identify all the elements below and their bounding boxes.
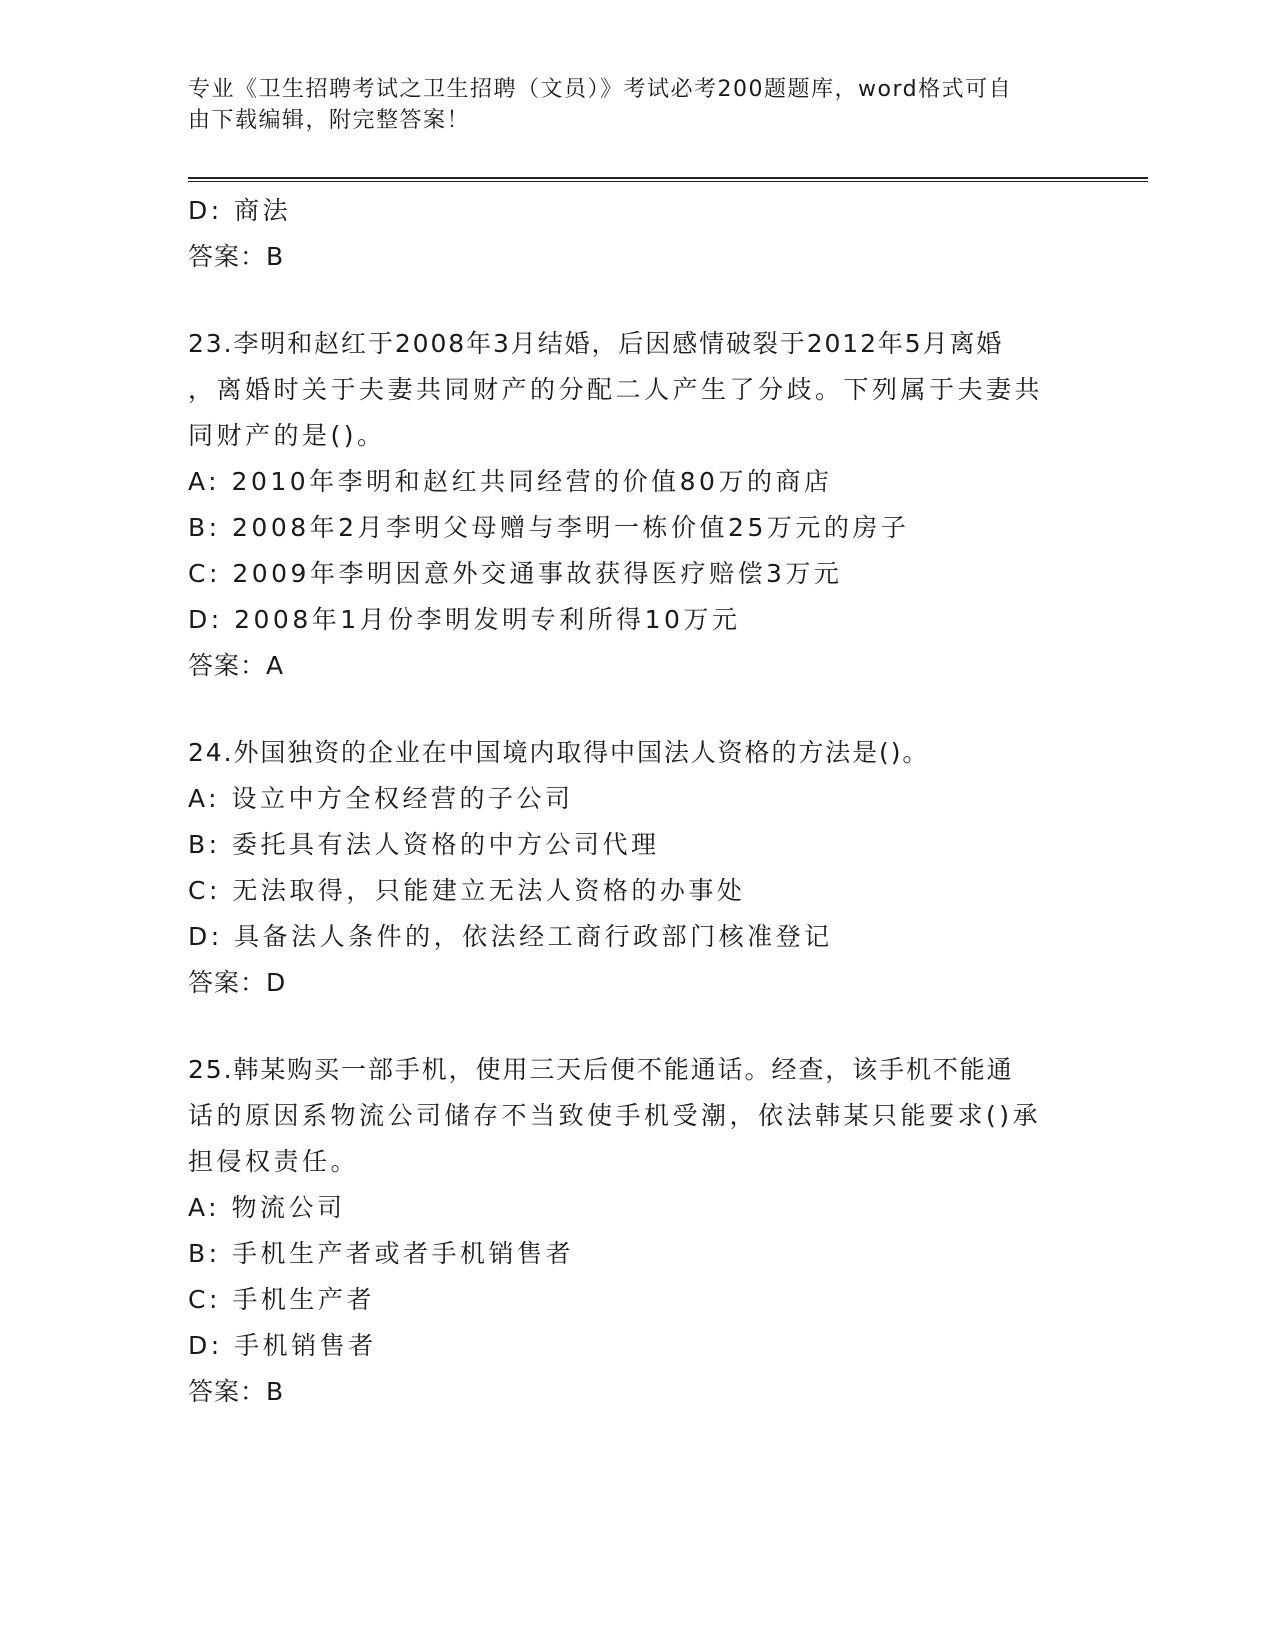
header-line-2: 由下载编辑，附完整答案！ bbox=[188, 108, 471, 133]
option-d: D: 2008年1月份李明发明专利所得10万元 bbox=[188, 605, 741, 634]
question-spacer bbox=[188, 689, 1108, 730]
question-stem bbox=[188, 321, 1108, 459]
option-c: C: 2009年李明因意外交通事故获得医疗赔偿3万元 bbox=[188, 559, 843, 588]
question-stem bbox=[188, 1047, 1108, 1185]
answer-line: 答案：B bbox=[188, 1377, 285, 1406]
document-header bbox=[188, 74, 1088, 136]
option-b: B: 手机生产者或者手机销售者 bbox=[188, 1239, 575, 1268]
header-divider-thick bbox=[188, 177, 1148, 179]
stem-line: 担侵权责任。 bbox=[188, 1147, 360, 1176]
previous-question-tail bbox=[188, 188, 1108, 280]
question-23 bbox=[188, 321, 1108, 689]
header-divider-thin bbox=[188, 181, 1148, 182]
stem-line: 23.李明和赵红于2008年3月结婚，后因感情破裂于2012年5月离婚 bbox=[188, 329, 1004, 358]
option-c: C: 无法取得，只能建立无法人资格的办事处 bbox=[188, 876, 746, 905]
stem-line: ，离婚时关于夫妻共同财产的分配二人产生了分歧。下列属于夫妻共 bbox=[188, 375, 1044, 404]
stem-line: 同财产的是()。 bbox=[188, 421, 386, 450]
header-line-1: 专业《卫生招聘考试之卫生招聘（文员）》考试必考200题题库，word格式可自 bbox=[188, 77, 1013, 102]
answer-line: 答案：B bbox=[188, 242, 285, 271]
option-a: A: 设立中方全权经营的子公司 bbox=[188, 784, 574, 813]
question-spacer bbox=[188, 280, 1108, 321]
option-d: D: 具备法人条件的，依法经工商行政部门核准登记 bbox=[188, 922, 833, 951]
stem-line: 话的原因系物流公司储存不当致使手机受潮，依法韩某只能要求()承 bbox=[188, 1101, 1042, 1130]
option-d: D: 商法 bbox=[188, 196, 292, 225]
option-b: B: 2008年2月李明父母赠与李明一栋价值25万元的房子 bbox=[188, 513, 910, 542]
option-a: A: 2010年李明和赵红共同经营的价值80万的商店 bbox=[188, 467, 833, 496]
stem-line: 24.外国独资的企业在中国境内取得中国法人资格的方法是()。 bbox=[188, 738, 930, 767]
question-stem bbox=[188, 730, 1108, 776]
option-c: C: 手机生产者 bbox=[188, 1285, 375, 1314]
question-spacer bbox=[188, 1006, 1108, 1047]
answer-line: 答案：A bbox=[188, 651, 285, 680]
question-24 bbox=[188, 730, 1108, 1006]
question-content bbox=[188, 188, 1108, 1415]
question-25 bbox=[188, 1047, 1108, 1415]
option-d: D: 手机销售者 bbox=[188, 1331, 377, 1360]
option-a: A: 物流公司 bbox=[188, 1193, 346, 1222]
answer-line: 答案：D bbox=[188, 968, 287, 997]
stem-line: 25.韩某购买一部手机，使用三天后便不能通话。经查，该手机不能通 bbox=[188, 1055, 1014, 1084]
option-b: B: 委托具有法人资格的中方公司代理 bbox=[188, 830, 660, 859]
